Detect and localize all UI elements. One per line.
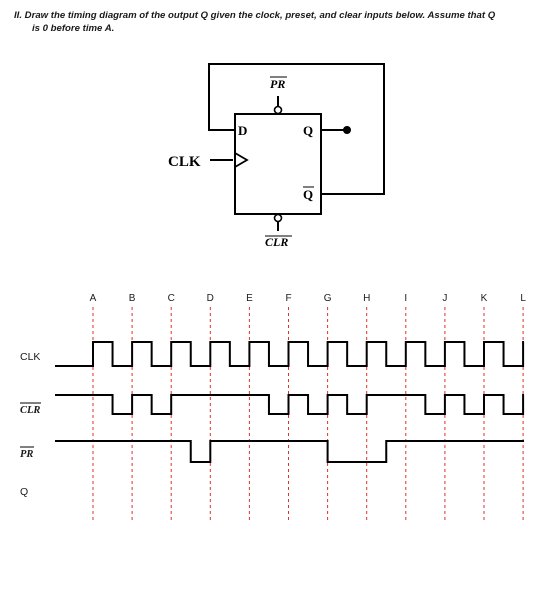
clock-triangle [235,153,247,167]
pr-label: PR [270,77,286,91]
clr-label: CLR [265,235,289,249]
question-number: II. [14,10,22,21]
waveform-clk [55,342,524,366]
signal-label-q: Q [20,486,29,498]
time-marker-c: C [167,293,175,304]
marker-labels [90,293,527,304]
signal-labels [20,351,41,498]
waveform-clr [55,395,524,414]
signal-label-pr: PR [20,449,34,460]
time-marker-g: G [323,293,332,304]
signal-label-clr: CLR [20,405,41,416]
question-line-1: Draw the timing diagram of the output Q given the clock, preset, and clear inputs below. Assume that Q [24,10,496,21]
time-marker-i: I [404,293,408,304]
time-marker-h: H [363,293,371,304]
time-marker-a: A [89,293,97,304]
clk-label: CLK [168,154,201,170]
time-marker-j: J [442,293,448,304]
question-line-2: is 0 before time A. [32,23,115,34]
time-marker-k: K [480,293,488,304]
time-marker-e: E [246,293,253,304]
q-output-dot [344,127,350,133]
time-marker-f: F [285,293,292,304]
waveform-pr [55,441,524,462]
time-marker-b: B [128,293,136,304]
d-label: D [238,123,248,138]
q-label: Q [303,123,314,138]
time-marker-d: D [206,293,214,304]
pr-bubble [275,107,282,114]
waveforms [55,342,524,462]
time-marker-l: L [520,293,526,304]
flipflop-circuit [209,64,384,231]
qbar-label: Q [303,187,314,202]
clr-bubble [275,215,282,222]
signal-label-clk: CLK [20,351,41,363]
